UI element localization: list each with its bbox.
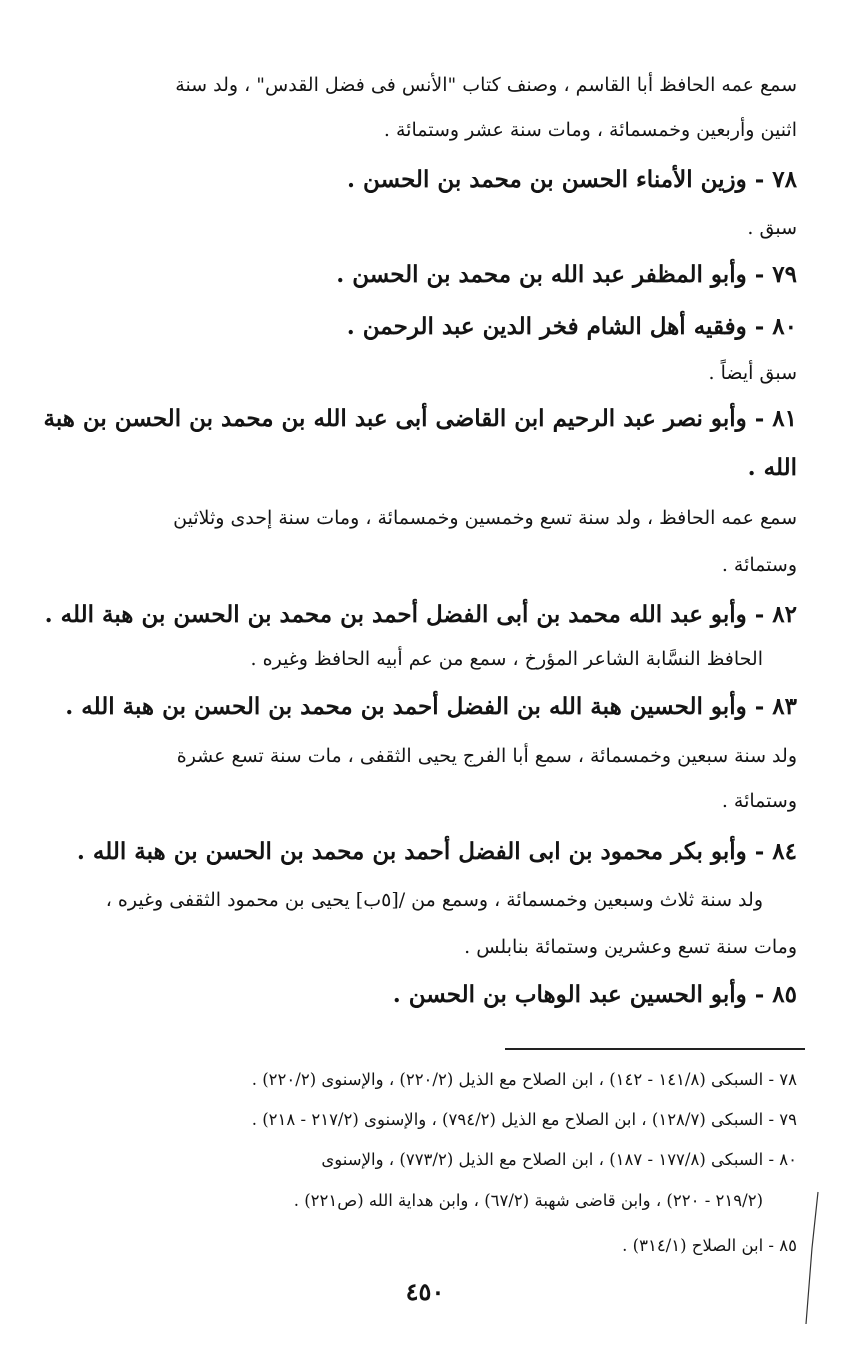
text-line: وستمائة . [721,790,797,812]
footnote-80-cont: (٢١٩/٢ - ٢٢٠) ، وابن قاضى شهبة (٦٧/٢) ، وابن هداية الله (ص٢٢١) . [293,1191,763,1210]
entry-heading-78: ٧٨ - وزين الأمناء الحسن بن محمد بن الحسن . [347,166,797,193]
footnote-80: ٨٠ - السبكى (١٧٧/٨ - ١٨٧) ، ابن الصلاح مع الذيل (٧٧٣/٢) ، والإسنوى [321,1150,797,1169]
page-number: ٤٥٠ [405,1277,445,1306]
entry-heading-81-cont: الله . [747,454,797,481]
text-line: وستمائة . [721,554,797,576]
text-line: سبق أيضاً . [708,362,797,384]
entry-heading-81: ٨١ - وأبو نصر عبد الرحيم ابن القاضى أبى عبد الله بن محمد بن الحسن بن هبة [43,405,797,432]
footnote-78: ٧٨ - السبكى (١٤١/٨ - ١٤٢) ، ابن الصلاح مع الذيل (٢٢٠/٢) ، والإسنوى (٢٢٠/٢) . [251,1070,797,1089]
entry-heading-79: ٧٩ - وأبو المظفر عبد الله بن محمد بن الحسن . [336,261,797,288]
text-line: ولد سنة ثلاث وسبعين وخمسمائة ، وسمع من /[٥ب] يحيى بن محمود الثقفى وغيره ، [105,889,763,911]
footnote-divider [505,1048,805,1050]
text-line: الحافظ النسَّابة الشاعر المؤرخ ، سمع من عم أبيه الحافظ وغيره . [250,648,763,670]
entry-heading-85: ٨٥ - وأبو الحسين عبد الوهاب بن الحسن . [392,981,797,1008]
entry-heading-84: ٨٤ - وأبو بكر محمود بن ابى الفضل أحمد بن محمد بن الحسن بن هبة الله . [76,838,797,865]
entry-heading-83: ٨٣ - وأبو الحسين هبة الله بن الفضل أحمد بن محمد بن الحسن بن هبة الله . [65,693,797,720]
text-line: ولد سنة سبعين وخمسمائة ، سمع أبا الفرج يحيى الثقفى ، مات سنة تسع عشرة [176,745,797,767]
text-line: سمع عمه الحافظ أبا القاسم ، وصنف كتاب "الأنس فى فضل القدس" ، ولد سنة [175,74,797,96]
text-line: اثنين وأربعين وخمسمائة ، ومات سنة عشر وستمائة . [383,119,797,141]
entry-heading-80: ٨٠ - وفقيه أهل الشام فخر الدين عبد الرحمن . [346,313,797,340]
entry-heading-82: ٨٢ - وأبو عبد الله محمد بن أبى الفضل أحمد بن محمد بن الحسن بن هبة الله . [44,601,797,628]
text-line: ومات سنة تسع وعشرين وستمائة بنابلس . [464,936,797,958]
text-line: سبق . [747,217,797,239]
margin-pencil-mark [800,1188,822,1328]
footnote-79: ٧٩ - السبكى (١٢٨/٧) ، ابن الصلاح مع الذيل (٧٩٤/٢) ، والإسنوى (٢١٧/٢ - ٢١٨) . [251,1110,797,1129]
footnote-85: ٨٥ - ابن الصلاح (٣١٤/١) . [622,1236,797,1255]
text-line: سمع عمه الحافظ ، ولد سنة تسع وخمسين وخمسمائة ، ومات سنة إحدى وثلاثين [173,507,797,529]
